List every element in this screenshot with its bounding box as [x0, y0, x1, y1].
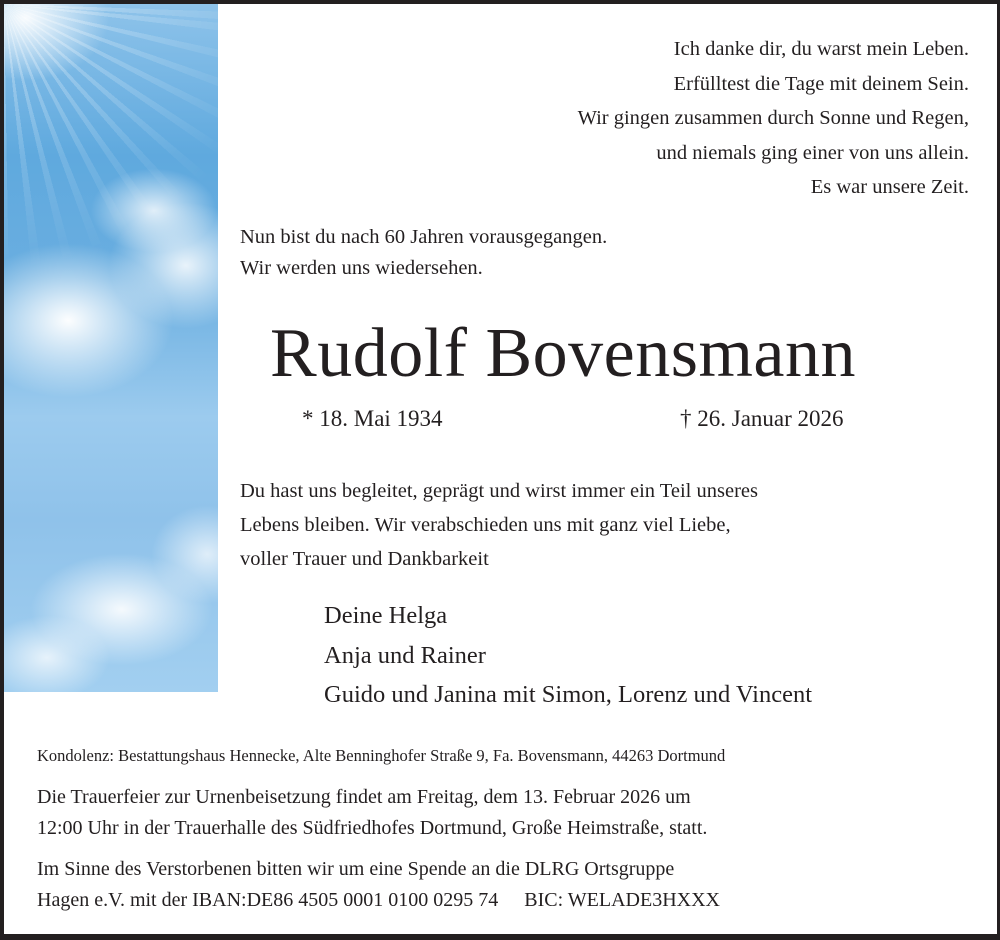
donation-info: [37, 854, 720, 916]
death-date: † 26. Januar 2026: [680, 406, 844, 431]
ceremony-line: 12:00 Uhr in der Trauerhalle des Südfriedhofes Dortmund, Große Heimstraße, statt.: [37, 817, 708, 839]
obituary-notice: [4, 4, 997, 934]
poem-line: Wir gingen zusammen durch Sonne und Regen,: [577, 107, 969, 129]
ceremony-line: Die Trauerfeier zur Urnenbeisetzung findet am Freitag, dem 13. Februar 2026 um: [37, 786, 691, 808]
intro-line: Nun bist du nach 60 Jahren vorausgegangen.: [240, 226, 608, 248]
tribute-text: [240, 474, 758, 576]
deceased-name: Rudolf Bovensmann: [270, 315, 856, 392]
poem: [578, 32, 969, 205]
tribute-line: Lebens bleiben. Wir verabschieden uns mit ganz viel Liebe,: [240, 514, 731, 536]
mourner: Anja und Rainer: [324, 641, 486, 669]
sun-rays-decoration: [4, 4, 218, 264]
tribute-line: voller Trauer und Dankbarkeit: [240, 548, 489, 570]
poem-line: Erfülltest die Tage mit deinem Sein.: [673, 72, 969, 95]
tribute-line: Du hast uns begleitet, geprägt und wirst immer ein Teil unseres: [240, 480, 758, 502]
birth-date: * 18. Mai 1934: [302, 406, 443, 431]
intro-text: [240, 222, 607, 284]
condolence-line: Kondolenz: Bestattungshaus Hennecke, Alte Benninghofer Straße 9, Fa. Bovensmann, 44263 Dortmund: [37, 746, 726, 765]
sky-clouds-image: [4, 4, 218, 692]
condolence-address: [37, 744, 725, 768]
bic: BIC: WELADE3HXXX: [524, 889, 720, 911]
poem-line: und niemals ging einer von uns allein.: [656, 141, 969, 164]
poem-line: Es war unsere Zeit.: [810, 176, 969, 198]
ceremony-info: [37, 782, 707, 844]
mourners-list: [324, 596, 812, 715]
donation-bank-line: [37, 885, 720, 916]
mourner: Deine Helga: [324, 602, 448, 629]
donation-line: Im Sinne des Verstorbenen bitten wir um eine Spende an die DLRG Ortsgruppe: [37, 858, 675, 880]
poem-line: Ich danke dir, du warst mein Leben.: [673, 38, 969, 60]
iban: Hagen e.V. mit der IBAN:DE86 4505 0001 0100 0295 74: [37, 889, 499, 911]
intro-line: Wir werden uns wiedersehen.: [240, 257, 483, 279]
mourner: Guido und Janina mit Simon, Lorenz und Vincent: [324, 681, 813, 708]
